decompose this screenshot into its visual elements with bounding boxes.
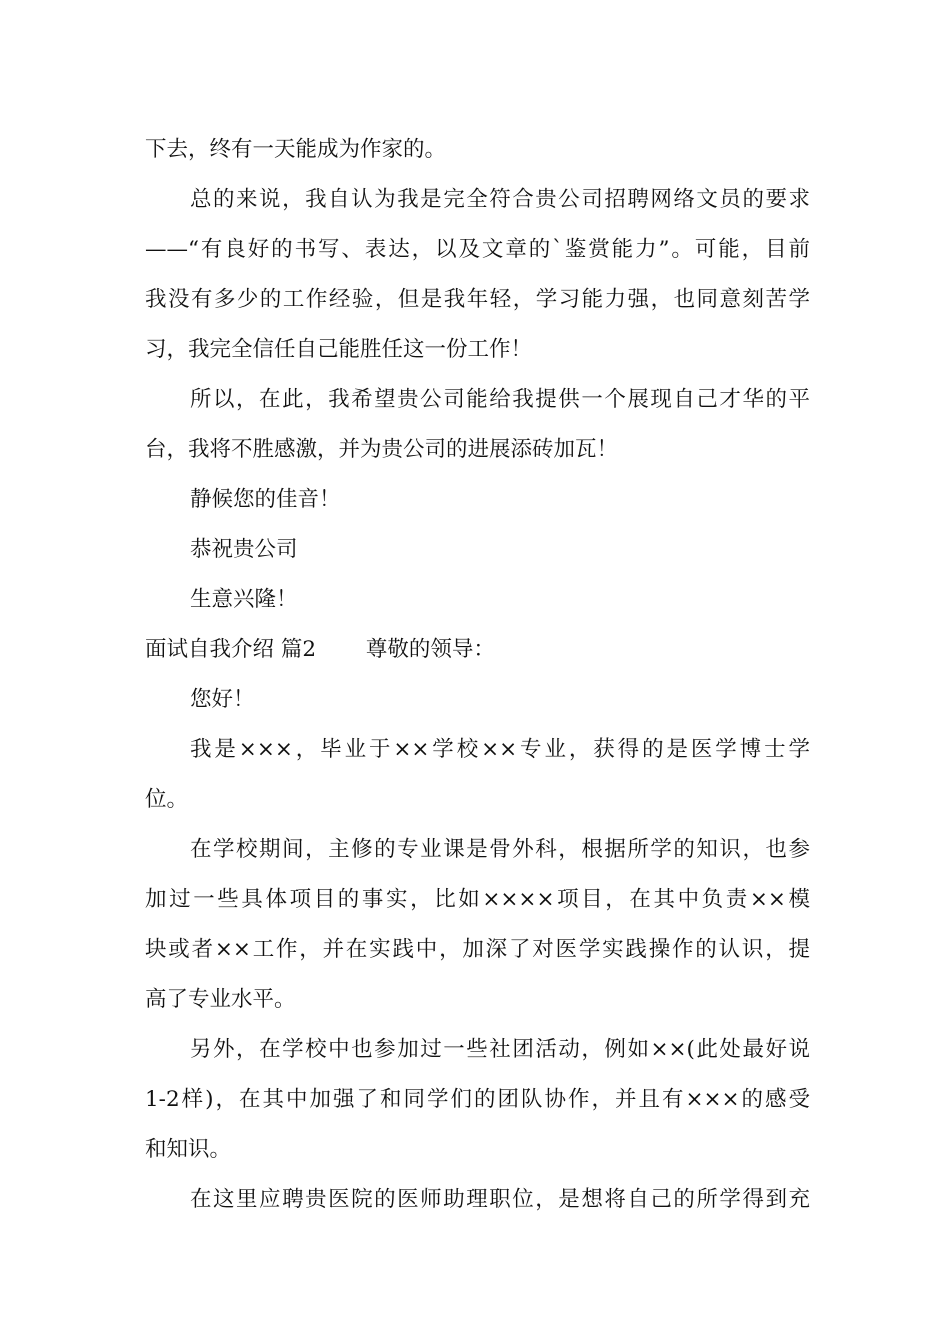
text-line: 高了专业水平。 (145, 987, 296, 1012)
text-line: 静候您的佳音！ (190, 487, 341, 512)
text-line: 块或者××工作，并在实践中，加深了对医学实践操作的认识，提 (145, 937, 810, 962)
text-line: 习，我完全信任自己能胜任这一份工作！ (145, 337, 533, 362)
text-line: 位。 (145, 787, 189, 812)
text-line: 在学校期间，主修的专业课是骨外科，根据所学的知识，也参 (190, 837, 810, 862)
section-heading: 面试自我介绍 篇2 尊敬的领导： (145, 637, 495, 662)
text-line: 在这里应聘贵医院的医师助理职位，是想将自己的所学得到充 (190, 1187, 810, 1212)
text-line: 加过一些具体项目的事实，比如××××项目，在其中负责××模 (145, 887, 810, 912)
text-line: 下去，终有一天能成为作家的。 (145, 137, 447, 162)
text-line: 总的来说，我自认为我是完全符合贵公司招聘网络文员的要求 (190, 187, 810, 212)
text-line: 您好！ (190, 687, 255, 712)
text-line: ——“有良好的书写、表达，以及文章的`鉴赏能力”。可能，目前 (145, 237, 810, 262)
text-line: 台，我将不胜感激，并为贵公司的进展添砖加瓦！ (145, 437, 619, 462)
text-line: 所以，在此，我希望贵公司能给我提供一个展现自己才华的平 (190, 387, 810, 412)
text-line: 恭祝贵公司 (190, 537, 298, 562)
text-line: 1-2样)，在其中加强了和同学们的团队协作，并且有×××的感受 (145, 1087, 810, 1112)
text-line: 我是×××，毕业于××学校××专业，获得的是医学博士学 (190, 737, 810, 762)
text-line: 和知识。 (145, 1137, 232, 1162)
text-line: 我没有多少的工作经验，但是我年轻，学习能力强，也同意刻苦学 (145, 287, 810, 312)
text-line: 另外，在学校中也参加过一些社团活动，例如××(此处最好说 (190, 1037, 810, 1062)
text-line: 生意兴隆！ (190, 587, 298, 612)
